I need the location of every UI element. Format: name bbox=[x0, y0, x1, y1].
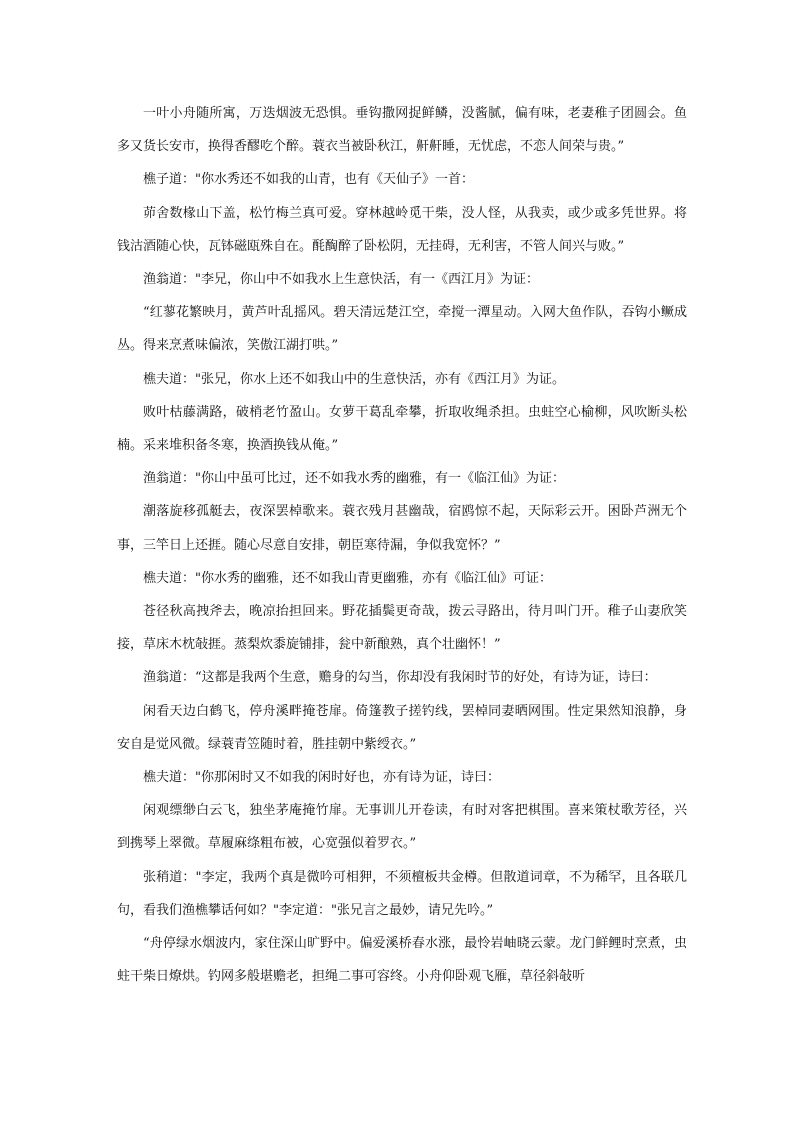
paragraph: 渔翁道：“这都是我两个生意，赡身的勾当，你却没有我闲时节的好处，有诗为证，诗曰： bbox=[143, 670, 657, 686]
paragraph: “舟停绿水烟波内，家住深山旷野中。偏爱溪桥春水涨，最怜岩岫晓云蒙。龙门鲜鲤时烹煮，虫蛀干柴日燎烘。钓网多般堪赡老，担绳二事可容终。小舟仰卧观飞雁，草径斜敧听 bbox=[117, 936, 687, 985]
paragraph: “红蓼花繁映月，黄芦叶乱摇风。碧天清远楚江空，牵搅一潭星动。入网大鱼作队，吞钩小鳜成丛。得来烹煮味偏浓，笑傲江湖打哄。” bbox=[117, 305, 687, 354]
document-body bbox=[117, 97, 687, 993]
paragraph: 樵夫道："张兄，你水上还不如我山中的生意快活，亦有《西江月》为证。 bbox=[143, 371, 565, 387]
paragraph: 茆舍数椽山下盖，松竹梅兰真可爱。穿林越岭觅干柴，没人怪，从我卖，或少或多凭世界。将钱沽酒随心快，瓦钵磁瓯殊自在。酕醄醉了卧松阴，无挂碍，无利害，不管人间兴与败。” bbox=[117, 205, 687, 254]
paragraph: 苍径秋高拽斧去，晚凉抬担回来。野花插鬓更奇哉，拨云寻路出，待月叫门开。稚子山妻欣笑接，草床木枕敧捱。蒸梨炊黍旋铺排，瓮中新酿熟，真个壮幽怀！” bbox=[117, 604, 687, 653]
paragraph: 樵夫道："你水秀的幽雅，还不如我山青更幽雅，亦有《临江仙》可证： bbox=[143, 570, 552, 586]
paragraph: 樵夫道："你那闲时又不如我的闲时好也，亦有诗为证，诗曰： bbox=[143, 770, 500, 786]
paragraph: 败叶枯藤满路，破梢老竹盈山。女萝干葛乱牵攀，折取收绳杀担。虫蛀空心榆柳，风吹断头松楠。采来堆积备冬寒，换酒换钱从俺。” bbox=[117, 404, 687, 454]
paragraph: 一叶小舟随所寓，万迭烟波无恐惧。垂钩撒网捉鲜鳞，没酱腻，偏有味，老妻稚子团圆会。鱼多又货长安市，换得香醪吃个醉。蓑衣当被卧秋江，鼾鼾睡，无忧虑，不恋人间荣与贵。” bbox=[117, 106, 687, 155]
paragraph: 闲看天边白鹤飞，停舟溪畔掩苍扉。倚篷教子搓钓线，罢棹同妻晒网围。性定果然知浪静，身安自是觉风微。绿蓑青笠随时着，胜挂朝中紫绶衣。” bbox=[117, 703, 687, 752]
paragraph: 张稍道："李定，我两个真是微吟可相狎，不须檀板共金樽。但散道词章，不为稀罕，且各联几句，看我们渔樵攀话何如？"李定道："张兄言之最妙，请兄先吟。” bbox=[117, 869, 687, 918]
paragraph: 樵子道："你水秀还不如我的山青，也有《天仙子》一首： bbox=[143, 172, 474, 188]
paragraph: 渔翁道："你山中虽可比过，还不如我水秀的幽雅，有一《临江仙》为证： bbox=[143, 471, 565, 487]
paragraph: 渔翁道："李兄，你山中不如我水上生意快活，有一《西江月》为证： bbox=[143, 272, 539, 288]
paragraph: 潮落旋移孤艇去，夜深罢棹歌来。蓑衣残月甚幽哉，宿鸥惊不起，天际彩云开。困卧芦洲无个事，三竿日上还捱。随心尽意自安排，朝臣寒待漏，争似我宽怀？” bbox=[117, 504, 687, 553]
paragraph: 闲观缥缈白云飞，独坐茅庵掩竹扉。无事训儿开卷读，有时对客把棋围。喜来策杖歌芳径，兴到携琴上翠微。草履麻绦粗布被，心宽强似着罗衣。” bbox=[117, 803, 687, 852]
